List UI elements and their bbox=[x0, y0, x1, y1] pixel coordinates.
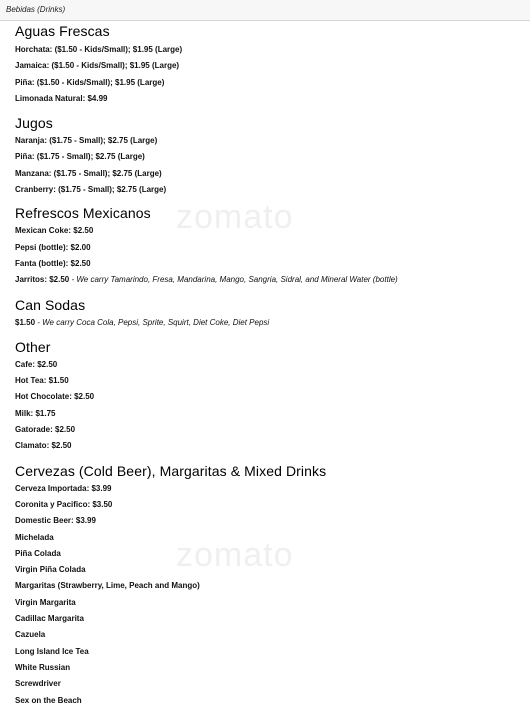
menu-item-name: Coronita y Pacifico: $3.50 bbox=[15, 499, 113, 509]
menu-item-name: Jamaica: ($1.50 - Kids/Small); $1.95 (Large) bbox=[15, 61, 180, 71]
menu-item bbox=[15, 644, 522, 660]
menu-item bbox=[15, 595, 522, 611]
menu-item bbox=[15, 42, 522, 58]
section-title: Cervezas (Cold Beer), Margaritas & Mixed Drinks bbox=[15, 462, 327, 479]
menu-item-name: Virgin Margarita bbox=[15, 597, 76, 607]
menu-item-name: Piña: ($1.75 - Small); $2.75 (Large) bbox=[15, 152, 145, 162]
menu-item-name: Cerveza Importada: $3.99 bbox=[15, 483, 112, 493]
menu-item-name: Hot Chocolate: $2.50 bbox=[15, 392, 95, 402]
drinks-menu bbox=[0, 21, 530, 709]
menu-item bbox=[15, 513, 522, 529]
zomato-watermark: zomato bbox=[176, 536, 294, 574]
menu-item-name: Milk: $1.75 bbox=[15, 408, 56, 418]
menu-item bbox=[15, 182, 522, 198]
menu-item bbox=[15, 223, 522, 239]
menu-item-name: Piña Colada bbox=[15, 548, 61, 558]
menu-item bbox=[15, 438, 522, 454]
menu-item-name: Cafe: $2.50 bbox=[15, 359, 58, 369]
page-header bbox=[0, 0, 530, 21]
menu-item-name: Michelada bbox=[15, 532, 54, 542]
menu-item bbox=[15, 58, 522, 74]
menu-item bbox=[15, 373, 522, 389]
menu-item-name: Limonada Natural: $4.99 bbox=[15, 93, 108, 103]
section-title: Aguas Frescas bbox=[15, 23, 110, 39]
menu-item-name: $1.50 bbox=[15, 317, 36, 327]
menu-item-name: Clamato: $2.50 bbox=[15, 441, 72, 451]
menu-item bbox=[15, 166, 522, 182]
menu-item-name: Fanta (bottle): $2.50 bbox=[15, 258, 91, 268]
menu-item-name: Gatorade: $2.50 bbox=[15, 425, 76, 435]
menu-item bbox=[15, 530, 522, 546]
menu-item-name: Margaritas (Strawberry, Lime, Peach and Mango) bbox=[15, 581, 200, 591]
menu-item-name: Manzana: ($1.75 - Small); $2.75 (Large) bbox=[15, 168, 162, 178]
menu-item-name: Naranja: ($1.75 - Small); $2.75 (Large) bbox=[15, 136, 158, 146]
menu-item-name: Mexican Coke: $2.50 bbox=[15, 226, 94, 236]
menu-item-name: Piña: ($1.50 - Kids/Small); $1.95 (Large) bbox=[15, 77, 165, 87]
menu-item bbox=[15, 75, 522, 91]
menu-item-name: Screwdriver bbox=[15, 679, 61, 689]
menu-item-name: Pepsi (bottle): $2.00 bbox=[15, 242, 91, 252]
menu-item-name: Cranberry: ($1.75 - Small); $2.75 (Large) bbox=[15, 185, 167, 195]
section-title: Jugos bbox=[15, 115, 53, 132]
menu-item-name: Hot Tea: $1.50 bbox=[15, 376, 69, 386]
menu-item bbox=[15, 149, 522, 165]
menu-item bbox=[15, 389, 522, 405]
menu-item bbox=[15, 357, 522, 373]
menu-item bbox=[15, 256, 522, 272]
page-header-title: Bebidas (Drinks) bbox=[6, 5, 66, 14]
menu-item bbox=[15, 91, 522, 107]
menu-item-name: Long Island Ice Tea bbox=[15, 646, 89, 656]
menu-item bbox=[15, 272, 522, 288]
menu-item-name: Domestic Beer: $3.99 bbox=[15, 516, 96, 526]
menu-item bbox=[15, 693, 522, 709]
menu-item-name: Sex on the Beach bbox=[15, 695, 82, 705]
menu-item bbox=[15, 676, 522, 692]
menu-item bbox=[15, 422, 522, 438]
menu-item bbox=[15, 611, 522, 627]
menu-item bbox=[15, 578, 522, 594]
menu-section bbox=[15, 295, 522, 331]
menu-section bbox=[15, 337, 522, 455]
menu-item-name: White Russian bbox=[15, 662, 71, 672]
menu-item bbox=[15, 546, 522, 562]
menu-item bbox=[15, 133, 522, 149]
menu-item-name: Cadillac Margarita bbox=[15, 614, 84, 624]
menu-section bbox=[15, 113, 522, 198]
menu-item-name: Cazuela bbox=[15, 630, 46, 640]
menu-item bbox=[15, 406, 522, 422]
menu-item-note: - We carry Coca Cola, Pepsi, Sprite, Squirt, Diet Coke, Diet Pepsi bbox=[35, 317, 270, 327]
menu-item bbox=[15, 660, 522, 676]
menu-item-name: Virgin Piña Colada bbox=[15, 565, 86, 575]
menu-item bbox=[15, 562, 522, 578]
menu-section bbox=[15, 204, 522, 288]
section-title: Other bbox=[15, 338, 51, 355]
menu-section bbox=[15, 21, 522, 107]
section-title: Refrescos Mexicanos bbox=[15, 205, 151, 222]
menu-item-name: Horchata: ($1.50 - Kids/Small); $1.95 (Large) bbox=[15, 45, 183, 54]
menu-item bbox=[15, 240, 522, 256]
zomato-watermark: zomato bbox=[176, 198, 294, 236]
menu-item bbox=[15, 497, 522, 513]
menu-item-note: - We carry Tamarindo, Fresa, Mandarina, Mango, Sangria, Sidral, and Mineral Water (bottle) bbox=[69, 275, 398, 285]
menu-item-name: Jarritos: $2.50 bbox=[15, 275, 70, 285]
section-title: Can Sodas bbox=[15, 296, 86, 313]
menu-item bbox=[15, 627, 522, 643]
menu-section bbox=[15, 461, 522, 709]
menu-item bbox=[15, 315, 522, 331]
menu-item bbox=[15, 481, 522, 497]
